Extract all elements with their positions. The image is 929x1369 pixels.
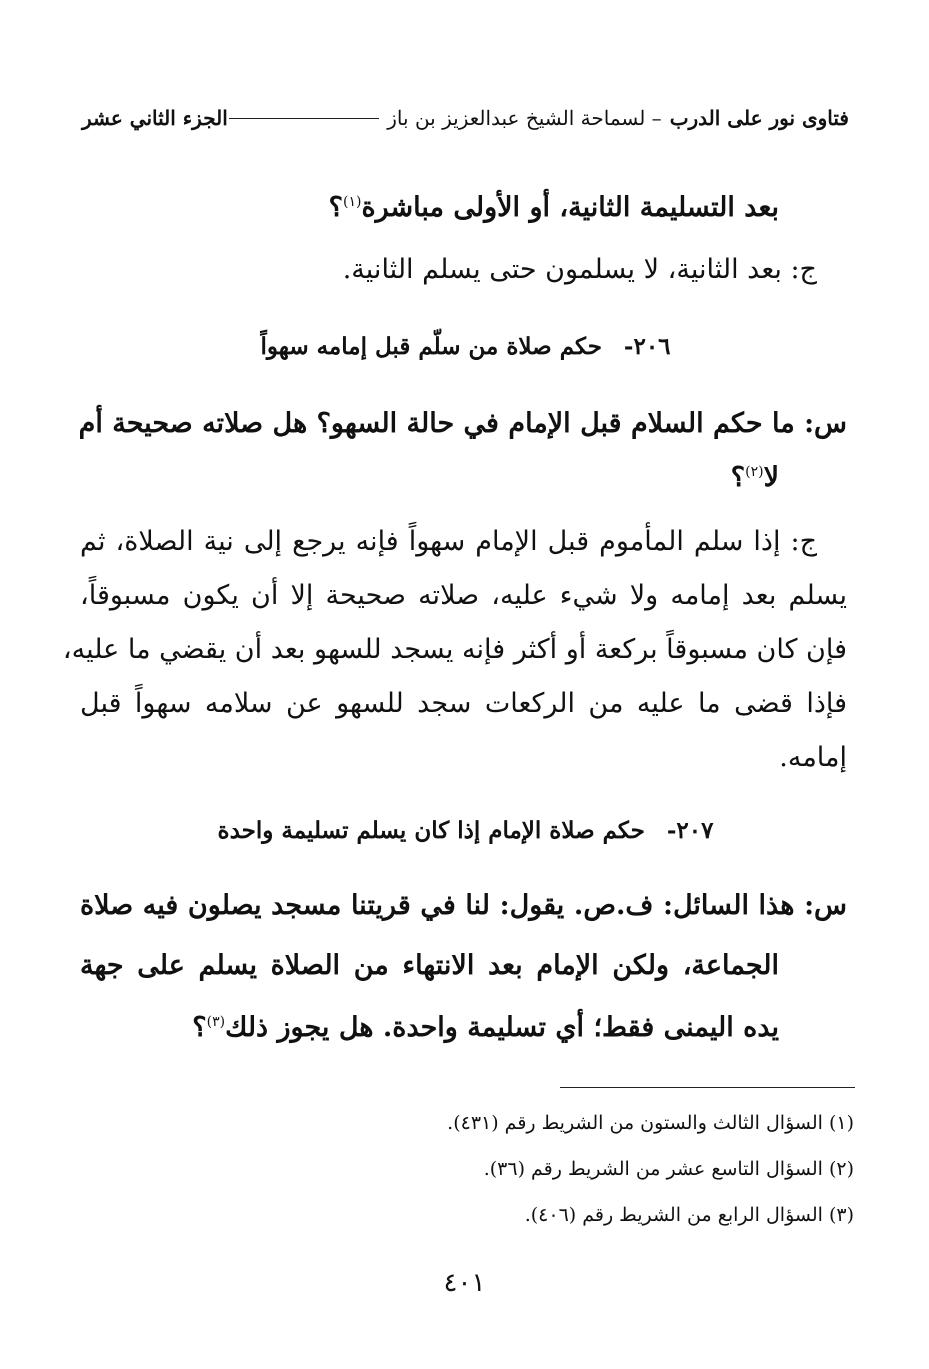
- footnote-ref-1: (١): [343, 194, 362, 210]
- sec206-answer-line-1: ج: إذا سلم المأموم قبل الإمام سهواً فإنه يرجع إلى نية الصلاة، ثم: [80, 526, 817, 557]
- sec206-answer-line-2: يسلم بعد إمامه ولا شيء عليه، صلاته صحيحة إلا أن يكون مسبوقاً،: [80, 580, 847, 611]
- footnote-3: (٣) السؤال الرابع من الشريط رقم (٤٠٦).: [524, 1204, 854, 1226]
- header-book-title: فتاوى نور على الدرب: [669, 106, 849, 130]
- section-206-number: ٢٠٦-: [623, 333, 671, 360]
- header-book-info: [229, 106, 849, 130]
- running-header: [82, 98, 849, 138]
- prev-question-text: بعد التسليمة الثانية، أو الأولى مباشرة: [361, 192, 779, 223]
- sec206-answer-line-3: فإن كان مسبوقاً بركعة أو أكثر فإنه يسجد للسهو بعد أن يقضي ما عليه،: [62, 634, 847, 665]
- prev-answer: ج: بعد الثانية، لا يسلمون حتى يسلم الثانية.: [342, 254, 817, 285]
- prev-question-mark: ؟: [328, 192, 344, 223]
- header-part: الجزء الثاني عشر: [82, 106, 228, 130]
- sec207-question-line-3: [192, 1012, 779, 1044]
- section-207-number: ٢٠٧-: [666, 817, 714, 844]
- sec207-question-line-1: س: هذا السائل: ف.ص. يقول: لنا في قريتنا مسجد يصلون فيه صلاة: [80, 890, 847, 921]
- header-rule: [229, 118, 379, 119]
- section-207-title: حكم صلاة الإمام إذا كان يسلم تسليمة واحدة: [217, 817, 645, 844]
- sec206-question-mark: ؟: [730, 462, 746, 493]
- sec206-question-tail: لا: [763, 462, 779, 493]
- section-206-title: حكم صلاة من سلّم قبل إمامه سهواً: [260, 333, 602, 360]
- sec207-question-tail: يده اليمنى فقط؛ أي تسليمة واحدة. هل يجوز ذلك: [225, 1012, 779, 1043]
- sec206-answer-line-5: إمامه.: [779, 742, 847, 773]
- prev-question-line: [329, 192, 779, 224]
- section-207-heading: [82, 817, 849, 844]
- footnote-separator: [560, 1087, 855, 1088]
- header-author: – لسماحة الشيخ عبدالعزيز بن باز: [387, 106, 662, 130]
- sec206-question-line-2: [731, 462, 779, 494]
- sec207-question-line-2: الجماعة، ولكن الإمام بعد الانتهاء من الصلاة يسلم على جهة: [80, 950, 779, 981]
- sec207-question-mark: ؟: [192, 1012, 207, 1043]
- page-number: ٤٠١: [443, 1268, 486, 1298]
- footnote-ref-3: (٣): [206, 1014, 226, 1030]
- sec206-answer-line-4: فإذا قضى ما عليه من الركعات سجد للسهو عن سلامه سهواً قبل: [80, 688, 847, 719]
- sec206-question-line-1: س: ما حكم السلام قبل الإمام في حالة السهو؟ هل صلاته صحيحة أم: [78, 408, 847, 439]
- section-206-heading: [82, 333, 849, 360]
- footnote-2: (٢) السؤال التاسع عشر من الشريط رقم (٣٦).: [483, 1158, 854, 1180]
- footnote-1: (١) السؤال الثالث والستون من الشريط رقم (٤٣١).: [447, 1112, 854, 1134]
- footnote-ref-2: (٢): [745, 464, 764, 480]
